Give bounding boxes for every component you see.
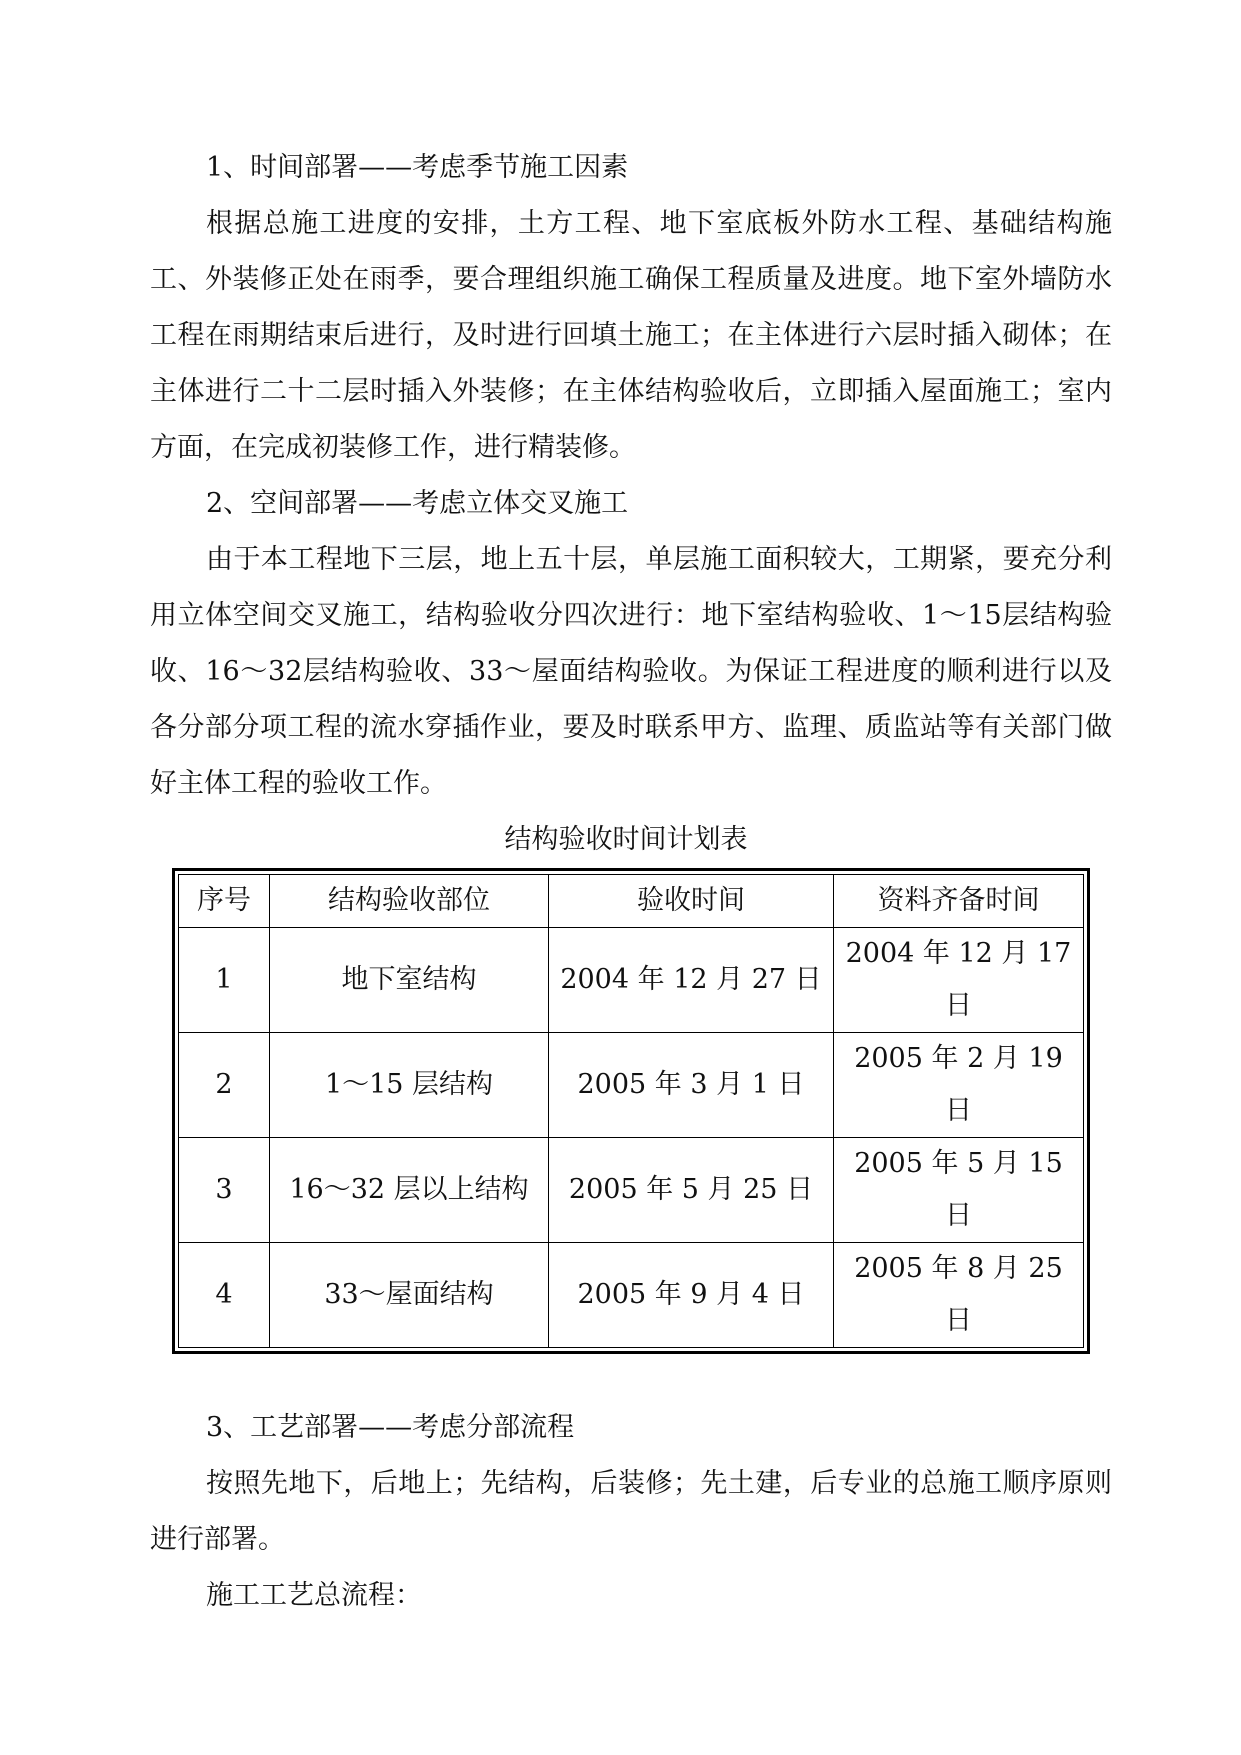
cell-doc-time: 2005 年 8 月 25 日 xyxy=(834,1243,1084,1348)
header-cell-doc-time: 资料齐备时间 xyxy=(834,875,1084,928)
section-3-flow-label: 施工工艺总流程： xyxy=(206,1580,422,1611)
spacer xyxy=(150,1354,1112,1400)
cell-doc-time: 2005 年 5 月 15 日 xyxy=(834,1138,1084,1243)
cell-accept-time: 2005 年 9 月 4 日 xyxy=(549,1243,834,1348)
table-header-row xyxy=(179,875,1084,928)
header-cell-no: 序号 xyxy=(179,875,270,928)
table-row xyxy=(179,1243,1084,1348)
cell-doc-time: 2004 年 12 月 17 日 xyxy=(834,928,1084,1033)
section-1-body: 根据总施工进度的安排，土方工程、地下室底板外防水工程、基础结构施工、外装修正处在雨季，要合理组织施工确保工程质量及进度。地下室外墙防水工程在雨期结束后进行，及时进行回填土施工；在主体进行六层时插入砌体；在主体进行二十二层时插入外装修；在主体结构验收后，立即插入屋面施工；室内方面，在完成初装修工作，进行精装修。 xyxy=(150,208,1112,463)
cell-part: 33～屋面结构 xyxy=(270,1243,549,1348)
section-1-heading: 1、时间部署——考虑季节施工因素 xyxy=(206,152,629,183)
section-3-heading: 3、工艺部署——考虑分部流程 xyxy=(206,1412,575,1443)
header-cell-accept-time: 验收时间 xyxy=(549,875,834,928)
cell-accept-time: 2005 年 5 月 25 日 xyxy=(549,1138,834,1243)
cell-part: 16～32 层以上结构 xyxy=(270,1138,549,1243)
table-caption: 结构验收时间计划表 xyxy=(504,824,748,855)
cell-no: 1 xyxy=(179,928,270,1033)
section-3-body: 按照先地下，后地上；先结构，后装修；先土建，后专业的总施工顺序原则进行部署。 xyxy=(150,1468,1112,1555)
cell-accept-time: 2004 年 12 月 27 日 xyxy=(549,928,834,1033)
cell-no: 4 xyxy=(179,1243,270,1348)
cell-doc-time: 2005 年 2 月 19 日 xyxy=(834,1033,1084,1138)
cell-part: 1～15 层结构 xyxy=(270,1033,549,1138)
table-row xyxy=(179,928,1084,1033)
acceptance-schedule-table-frame xyxy=(172,868,1090,1354)
acceptance-schedule-table xyxy=(178,874,1084,1348)
cell-accept-time: 2005 年 3 月 1 日 xyxy=(549,1033,834,1138)
table-row xyxy=(179,1033,1084,1138)
table-row xyxy=(179,1138,1084,1243)
cell-part: 地下室结构 xyxy=(270,928,549,1033)
cell-no: 3 xyxy=(179,1138,270,1243)
section-2-heading: 2、空间部署——考虑立体交叉施工 xyxy=(206,488,629,519)
header-cell-part: 结构验收部位 xyxy=(270,875,549,928)
cell-no: 2 xyxy=(179,1033,270,1138)
section-2-body: 由于本工程地下三层，地上五十层，单层施工面积较大，工期紧，要充分利用立体空间交叉施工，结构验收分四次进行：地下室结构验收、1～15层结构验收、16～32层结构验收、33～屋面结构验收。为保证工程进度的顺利进行以及各分部分项工程的流水穿插作业，要及时联系甲方、监理、质监站等有关部门做好主体工程的验收工作。 xyxy=(150,544,1112,799)
document-page xyxy=(150,140,1112,1624)
